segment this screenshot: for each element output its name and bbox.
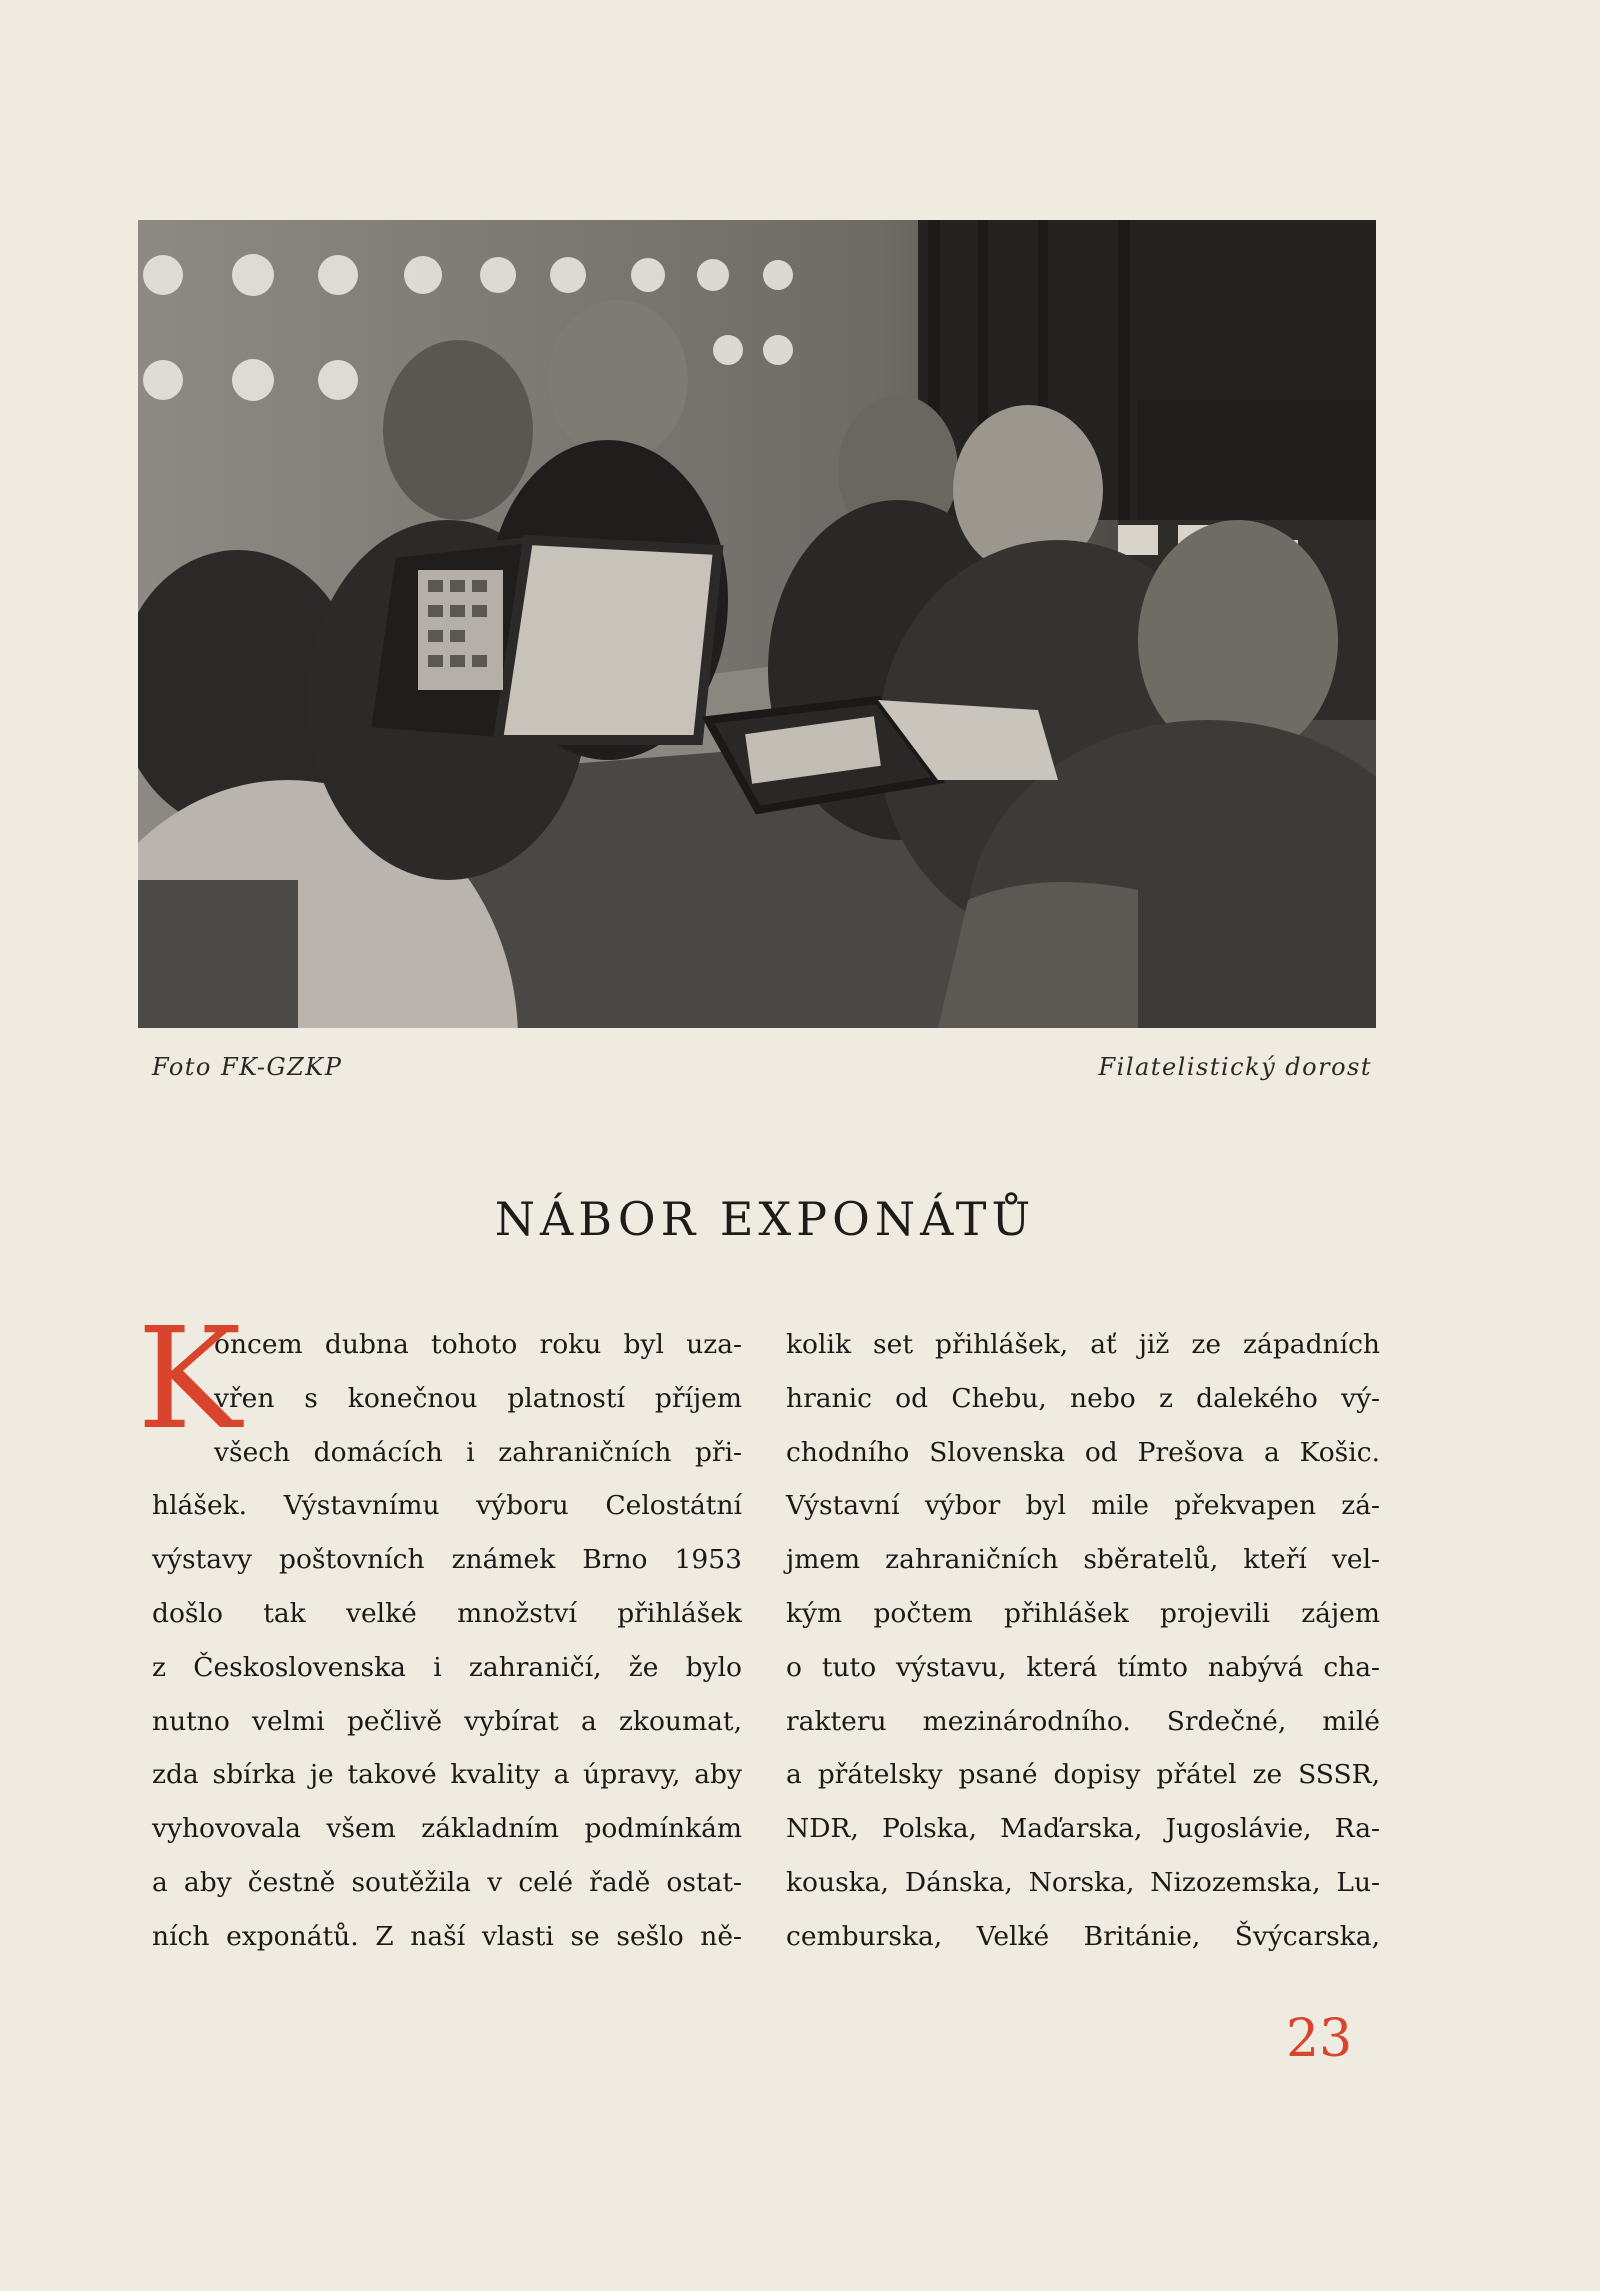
text-line: kým počtem přihlášek projevili zájem [786,1597,1380,1629]
text-line: zda sbírka je takové kvality a úpravy, aby [152,1759,742,1791]
text-line: kouska, Dánska, Norska, Nizozemska, Lu- [786,1866,1380,1898]
text-line: všech domácích i zahraničních při- [214,1436,742,1468]
text-line: a aby čestně soutěžila v celé řadě ostat- [152,1866,742,1898]
photo-children-with-stamp-albums [138,220,1376,1028]
text-line: a přátelsky psané dopisy přátel ze SSSR, [786,1759,1380,1791]
text-line: z Československa i zahraničí, že bylo [152,1651,742,1683]
text-line: rakteru mezinárodního. Srdečné, milé [786,1705,1380,1737]
text-line: hranic od Chebu, nebo z dalekého vý- [786,1382,1380,1414]
text-line: hlášek. Výstavnímu výboru Celostátní [152,1490,742,1522]
drop-cap: K [137,1298,242,1461]
photo-illustration [138,220,1376,1028]
text-line: jmem zahraničních sběratelů, kteří vel- [786,1544,1380,1576]
text-line: vřen s konečnou platností příjem [214,1382,742,1414]
text-column-left [152,1318,742,1964]
text-line: cemburska, Velké Británie, Švýcarska, [786,1920,1380,1952]
text-line: o tuto výstavu, která tímto nabývá cha- [786,1651,1380,1683]
text-line: kolik set přihlášek, ať již ze západních [786,1329,1380,1360]
photo-credit: Foto FK-GZKP [152,1053,343,1081]
article-title: NÁBOR EXPONÁTŮ [494,1192,1036,1246]
text-line: Výstavní výbor byl mile překvapen zá- [786,1490,1380,1522]
text-line: došlo tak velké množství přihlášek [152,1597,742,1629]
text-line: výstavy poštovních známek Brno 1953 [152,1544,742,1576]
text-line: oncem dubna tohoto roku byl uza- [214,1329,742,1360]
text-line: NDR, Polska, Maďarska, Jugoslávie, Ra- [786,1813,1380,1845]
text-line: nutno velmi pečlivě vybírat a zkoumat, [152,1705,742,1737]
text-line: ních exponátů. Z naší vlasti se sešlo ně- [152,1920,742,1952]
page-number: 23 [1286,2009,1353,2069]
text-column-right [786,1318,1380,1964]
text-line: vyhovovala všem základním podmínkám [152,1813,742,1845]
text-line: chodního Slovenska od Prešova a Košic. [786,1436,1380,1468]
photo-caption: Filatelistický dorost [1098,1053,1372,1081]
